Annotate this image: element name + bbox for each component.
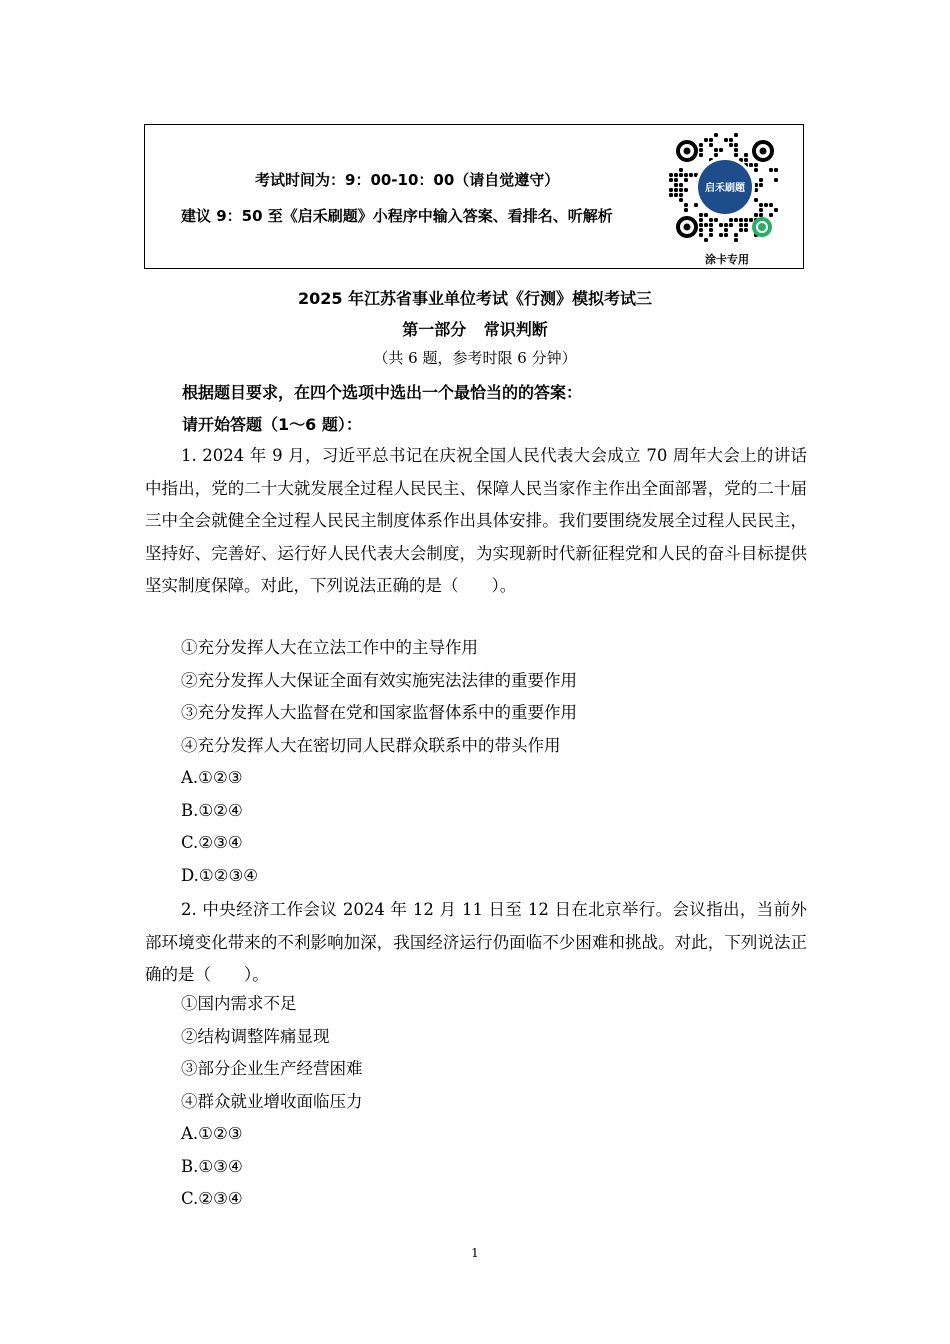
option-item: B.①②④: [181, 801, 243, 820]
instruction-line: 根据题目要求，在四个选项中选出一个最恰当的的答案：: [182, 383, 583, 402]
qr-caption: 涂卡专用: [705, 253, 749, 266]
statement-item: ③充分发挥人大监督在党和国家监督体系中的重要作用: [181, 703, 577, 722]
part-heading: [0, 317, 950, 340]
question-stem: 2. 中央经济工作会议 2024 年 12 月 11 日至 12 日在北京举行。会议指出，当前外部环境变化带来的不利影响加深，我国经济运行仍面临不少困难和挑战。对此，下列说法正确的是（ ）。: [145, 900, 807, 985]
part-topic: 常识判断: [483, 320, 548, 339]
option-item: C.②③④: [181, 1189, 243, 1208]
statement-item: ③部分企业生产经营困难: [181, 1059, 363, 1078]
answer-suggestion: 建议 9：50 至《启禾刷题》小程序中输入答案、看排名、听解析: [181, 207, 613, 225]
statement-item: ②充分发挥人大保证全面有效实施宪法法律的重要作用: [181, 671, 577, 690]
exam-time-notice: 考试时间为：9：00-10：00（请自觉遵守）: [255, 171, 560, 189]
part-name: 第一部分: [402, 320, 467, 339]
statement-item: ④充分发挥人大在密切同人民群众联系中的带头作用: [181, 736, 561, 755]
statement-item: ④群众就业增收面临压力: [181, 1092, 363, 1111]
exam-notice-box: [144, 124, 804, 269]
question-stem: 1. 2024 年 9 月，习近平总书记在庆祝全国人民代表大会成立 70 周年大会上的讲话中指出，党的二十大就发展全过程人民民主、保障人民当家作主作出全面部署，党的二十届三中全会就健全全过程人民民主制度体系作出具体安排。我们要围绕发展全过程人民民主，坚持好、完善好、运行好人民代表大会制度，为实现新时代新征程党和人民的奋斗目标提供坚实制度保障。对此，下列说法正确的是（ ）。: [145, 446, 807, 596]
time-note: （共 6 题，参考时限 6 分钟）: [373, 349, 577, 367]
option-item: C.②③④: [181, 833, 243, 852]
statement-item: ②结构调整阵痛显现: [181, 1027, 330, 1046]
statement-item: ①充分发挥人大在立法工作中的主导作用: [181, 638, 478, 657]
option-item: A.①②③: [181, 768, 243, 787]
statement-item: ①国内需求不足: [181, 994, 297, 1013]
instruction-line: 请开始答题（1～6 题）：: [182, 415, 362, 434]
option-item: A.①②③: [181, 1124, 243, 1143]
page-number: 1: [471, 1246, 479, 1260]
mini-program-qr-code: [665, 129, 785, 249]
exam-title: 2025 年江苏省事业单位考试《行测》模拟考试三: [297, 289, 653, 308]
option-item: D.①②③④: [181, 866, 259, 885]
qr-logo-text: 启禾刷题: [705, 183, 745, 194]
option-item: B.①③④: [181, 1157, 243, 1176]
